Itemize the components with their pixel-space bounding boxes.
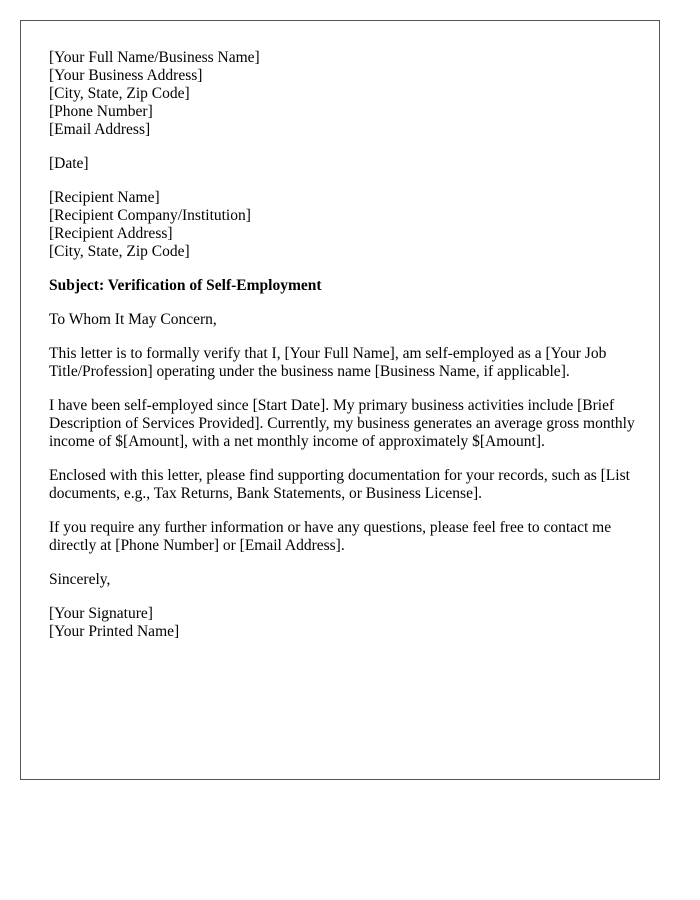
- closing-block: [49, 571, 639, 589]
- recipient-name: [Recipient Name]: [49, 189, 160, 206]
- body-paragraph-verification: This letter is to formally verify that I, [Your Full Name], am self-employed as a [Your Job Title/Profession] operating under the business name [Business Name, if applicable].: [49, 345, 607, 380]
- salutation: To Whom It May Concern,: [49, 311, 217, 328]
- subject-block: [49, 277, 639, 295]
- body-paragraph-contact: If you require any further information or have any questions, please feel free to contact me directly at [Phone Number] or [Email Address].: [49, 519, 612, 554]
- sender-email: [Email Address]: [49, 121, 151, 138]
- sender-city-state-zip: [City, State, Zip Code]: [49, 85, 190, 102]
- sender-name: [Your Full Name/Business Name]: [49, 49, 260, 66]
- recipient-company: [Recipient Company/Institution]: [49, 207, 251, 224]
- date-block: [49, 155, 639, 173]
- printed-name: [Your Printed Name]: [49, 623, 180, 640]
- recipient-city-state-zip: [City, State, Zip Code]: [49, 243, 190, 260]
- body-paragraph-enclosures: Enclosed with this letter, please find supporting documentation for your records, such as [List documents, e.g., Tax Returns, Bank Statements, or Business License].: [49, 467, 630, 502]
- signature-block: [49, 605, 639, 641]
- recipient-address: [Recipient Address]: [49, 225, 173, 242]
- sender-phone: [Phone Number]: [49, 103, 153, 120]
- closing: Sincerely,: [49, 571, 111, 588]
- body-paragraph-business-details: I have been self-employed since [Start Date]. My primary business activities include [Brief Description of Services Provided]. Currently, my business generates an average gross monthly income of $[Amount], with a net monthly income of approximately $[Amount].: [49, 397, 635, 450]
- sender-address: [Your Business Address]: [49, 67, 203, 84]
- salutation-block: [49, 311, 639, 329]
- letter-body: [49, 49, 639, 657]
- letter-subject: Subject: Verification of Self-Employment: [49, 277, 322, 294]
- letter-page: [20, 20, 660, 780]
- sender-block: [49, 49, 639, 139]
- signature-line: [Your Signature]: [49, 605, 153, 622]
- letter-date: [Date]: [49, 155, 89, 172]
- recipient-block: [49, 189, 639, 261]
